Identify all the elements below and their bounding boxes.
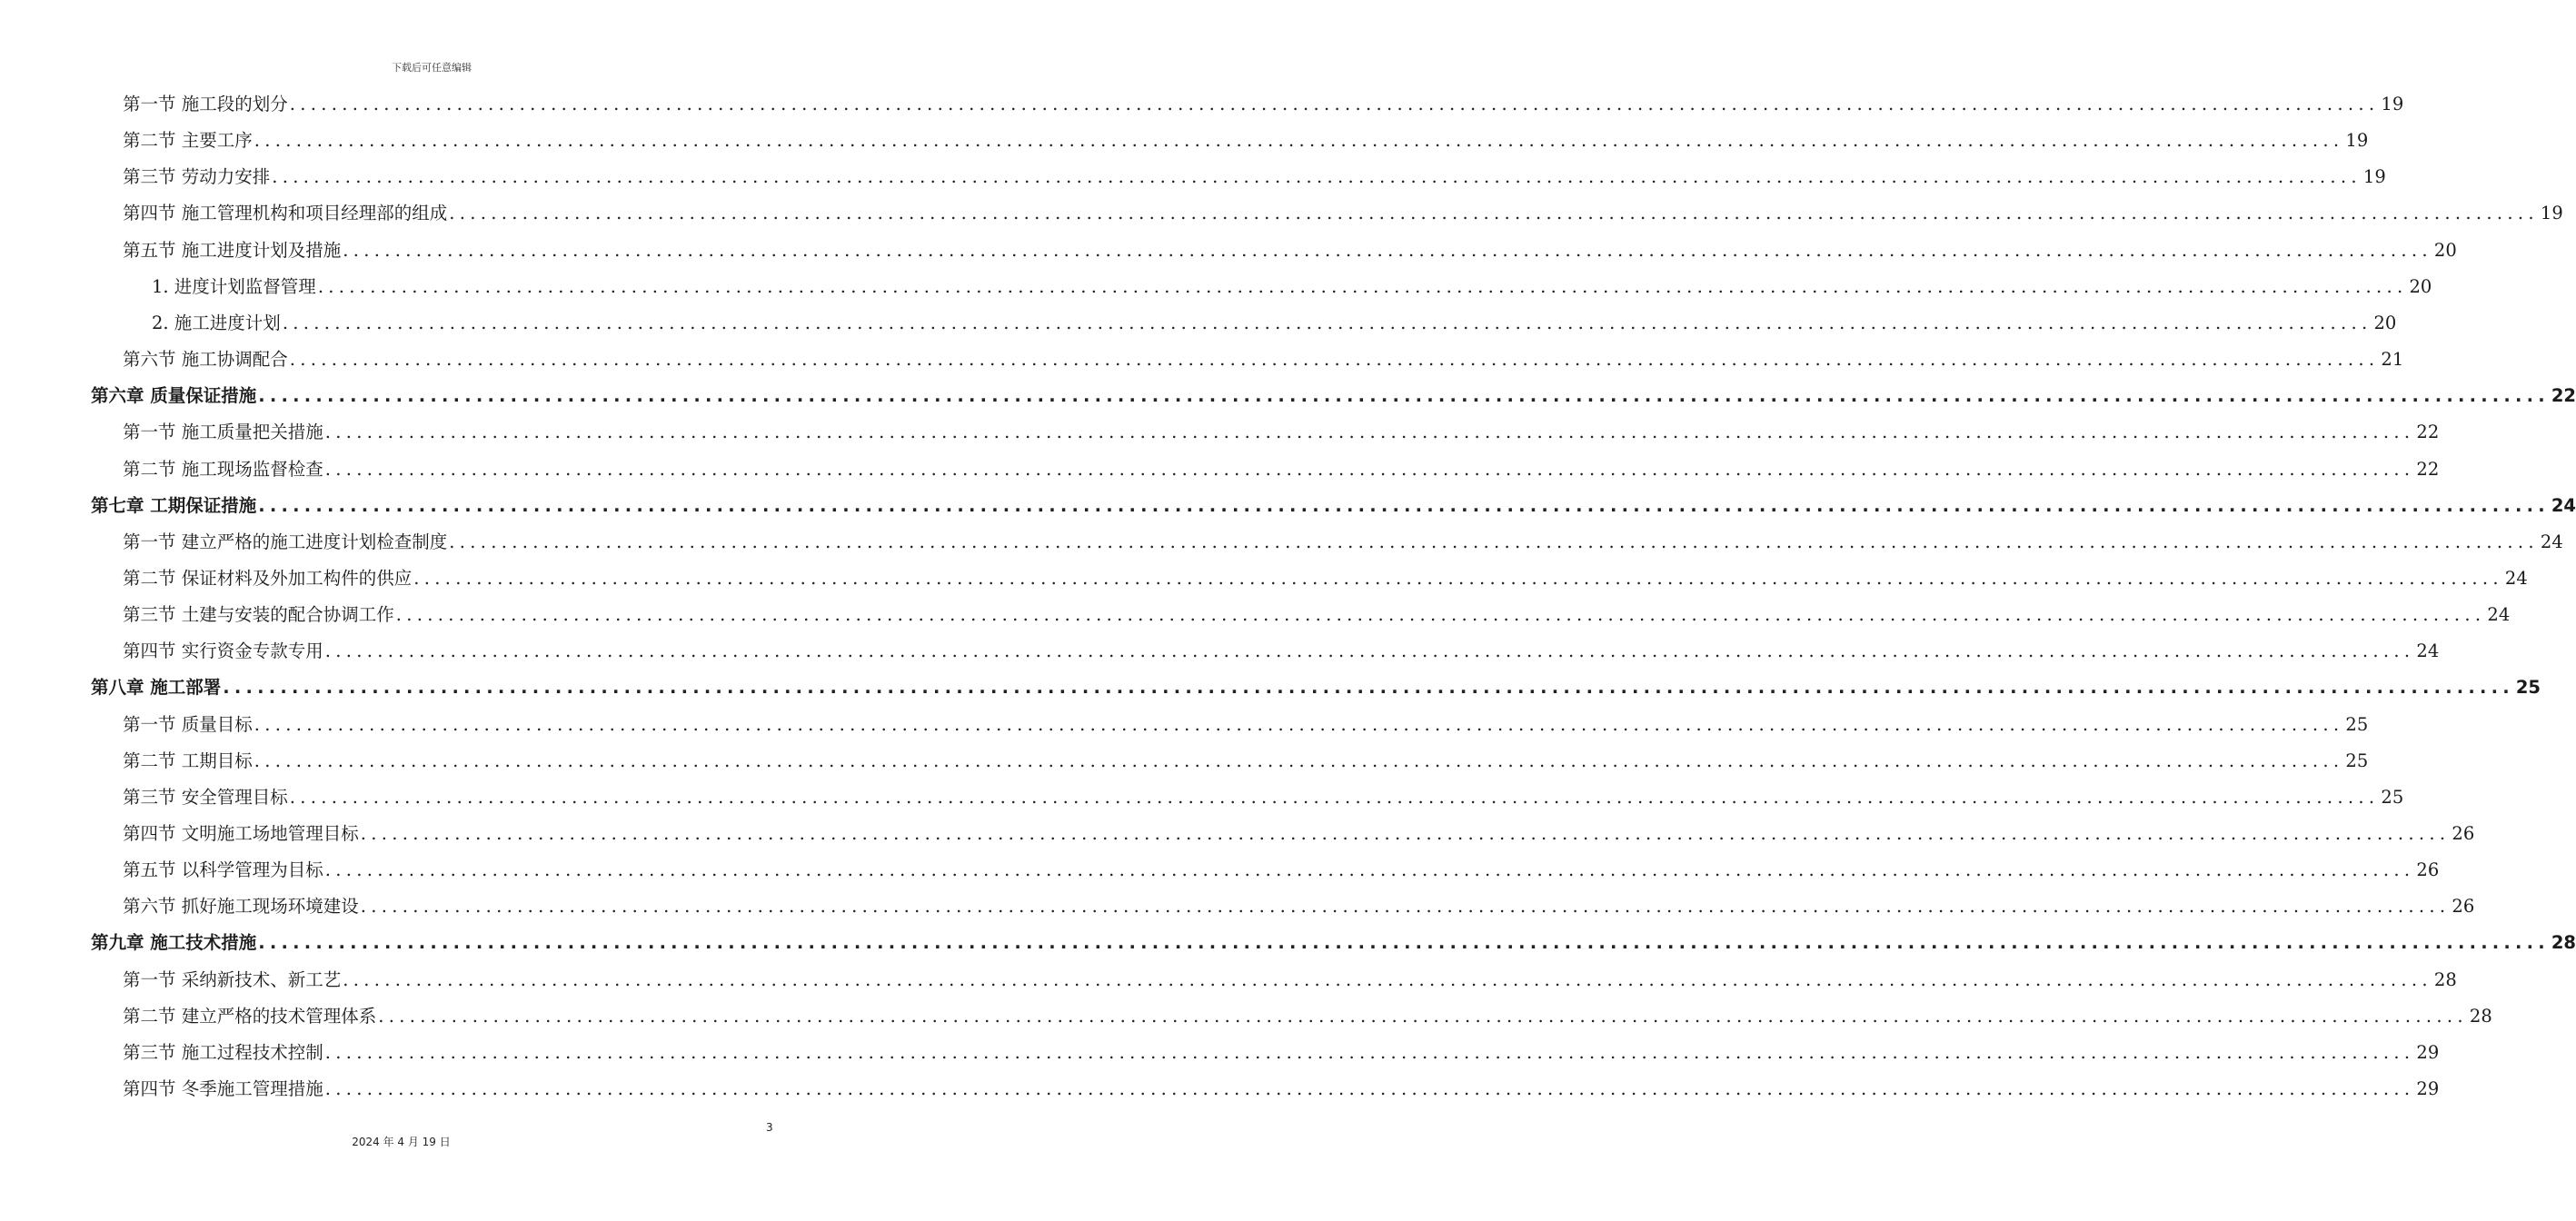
toc-entry-section[interactable]: [123, 779, 2404, 816]
toc-entry-label: 第一节 质量目标: [123, 713, 253, 735]
toc-entry-section[interactable]: [123, 195, 2563, 232]
toc-entry-label: 第八章 施工部署: [91, 677, 222, 699]
toc-entry-page: 25: [2345, 713, 2369, 735]
toc-entry-label: 第二节 保证材料及外加工构件的供应: [123, 567, 413, 589]
toc-entry-section[interactable]: [123, 707, 2369, 743]
toc-entry-section[interactable]: [123, 86, 2404, 123]
toc-entry-label: 第五节 施工进度计划及措施: [123, 239, 342, 261]
toc-entry-section[interactable]: [123, 123, 2369, 159]
toc-entry-page: 24: [2416, 640, 2440, 662]
toc-entry-page: 24: [2487, 604, 2511, 626]
toc-entry-label: 第四节 冬季施工管理措施: [123, 1078, 323, 1100]
toc-entry-label: 第二节 主要工序: [123, 130, 253, 152]
toc-entry-section[interactable]: [123, 233, 2457, 269]
toc-entry-label: 第六节 施工协调配合: [123, 349, 288, 371]
toc-entry-label: 第五节 以科学管理为目标: [123, 859, 323, 881]
toc-leader-dots: ........................................................................................................................................................................................................: [324, 859, 2415, 881]
toc-leader-dots: ........................................................................................................................................................................................................: [413, 567, 2503, 589]
toc-entry-label: 第二节 工期目标: [123, 749, 253, 771]
toc-entry-page: 24: [2551, 494, 2576, 516]
toc-entry-page: 29: [2416, 1078, 2440, 1100]
toc-entry-page: 22: [2416, 422, 2440, 443]
toc-entry-page: 19: [2362, 166, 2386, 188]
toc-entry-label: 第九章 施工技术措施: [91, 932, 257, 954]
toc-leader-dots: ........................................................................................................................................................................................................: [343, 968, 2432, 990]
toc-entry-section[interactable]: [123, 452, 2440, 488]
toc-entry-section[interactable]: [123, 998, 2492, 1035]
toc-leader-dots: ........................................................................................................................................................................................................: [324, 1041, 2415, 1063]
toc-entry-label: 第四节 实行资金专款专用: [123, 640, 323, 662]
toc-entry-item[interactable]: [152, 269, 2432, 305]
toc-entry-section[interactable]: [123, 888, 2475, 925]
toc-leader-dots: ........................................................................................................................................................................................................: [254, 130, 2344, 152]
toc-entry-section[interactable]: [123, 816, 2475, 852]
toc-entry-label: 第四节 施工管理机构和项目经理部的组成: [123, 203, 448, 224]
toc-entry-label: 2. 施工进度计划: [152, 312, 281, 333]
page-number: 3: [766, 1121, 773, 1134]
toc-entry-chapter[interactable]: [91, 925, 2576, 961]
toc-entry-section[interactable]: [123, 414, 2440, 451]
toc-entry-label: 第六章 质量保证措施: [91, 385, 257, 407]
toc-entry-item[interactable]: [152, 305, 2397, 342]
toc-entry-page: 28: [2433, 968, 2457, 990]
toc-entry-page: 19: [2345, 130, 2369, 152]
toc-entry-section[interactable]: [123, 561, 2528, 597]
toc-entry-label: 第三节 土建与安装的配合协调工作: [123, 604, 394, 626]
toc-entry-page: 28: [2469, 1005, 2492, 1027]
toc-leader-dots: ........................................................................................................................................................................................................: [272, 166, 2362, 188]
toc-entry-label: 第三节 劳动力安排: [123, 166, 271, 188]
toc-entry-page: 26: [2416, 859, 2440, 881]
toc-leader-dots: ........................................................................................................................................................................................................: [324, 458, 2415, 480]
toc-entry-chapter[interactable]: [91, 670, 2541, 706]
toc-entry-label: 第一节 施工质量把关措施: [123, 422, 323, 443]
toc-leader-dots: ........................................................................................................................................................................................................: [258, 494, 2550, 516]
toc-leader-dots: ........................................................................................................................................................................................................: [449, 531, 2539, 552]
toc-entry-label: 第三节 安全管理目标: [123, 786, 288, 808]
toc-leader-dots: ........................................................................................................................................................................................................: [378, 1005, 2468, 1027]
toc-leader-dots: ........................................................................................................................................................................................................: [360, 823, 2451, 844]
toc-entry-page: 25: [2345, 749, 2369, 771]
toc-entry-label: 第一节 施工段的划分: [123, 94, 288, 114]
toc-entry-label: 第三节 施工过程技术控制: [123, 1041, 323, 1063]
toc-entry-label: 第二节 建立严格的技术管理体系: [123, 1005, 377, 1027]
toc-leader-dots: ........................................................................................................................................................................................................: [449, 203, 2539, 224]
toc-entry-page: 28: [2551, 932, 2576, 954]
toc-leader-dots: ........................................................................................................................................................................................................: [254, 749, 2344, 771]
toc-entry-section[interactable]: [123, 524, 2563, 561]
toc-leader-dots: ........................................................................................................................................................................................................: [324, 422, 2415, 443]
toc-entry-page: 29: [2416, 1041, 2440, 1063]
toc-leader-dots: ........................................................................................................................................................................................................: [258, 932, 2550, 954]
toc-entry-page: 24: [2504, 567, 2528, 589]
toc-entry-page: 26: [2452, 896, 2475, 918]
toc-entry-section[interactable]: [123, 597, 2511, 633]
toc-entry-page: 19: [2381, 94, 2404, 114]
toc-entry-page: 20: [2433, 239, 2457, 261]
toc-entry-label: 第一节 采纳新技术、新工艺: [123, 968, 342, 990]
toc-entry-label: 第二节 施工现场监督检查: [123, 458, 323, 480]
toc-entry-section[interactable]: [123, 852, 2440, 888]
toc-entry-page: 25: [2381, 786, 2404, 808]
toc-entry-section[interactable]: [123, 743, 2369, 779]
page-footer-date: 2024 年 4 月 19 日: [352, 1136, 451, 1148]
toc-leader-dots: ........................................................................................................................................................................................................: [395, 604, 2486, 626]
toc-entry-page: 20: [2373, 312, 2397, 333]
toc-entry-label: 第七章 工期保证措施: [91, 494, 257, 516]
toc-entry-page: 19: [2540, 203, 2563, 224]
toc-leader-dots: ........................................................................................................................................................................................................: [223, 677, 2514, 699]
toc-entry-page: 25: [2515, 677, 2541, 699]
toc-entry-section[interactable]: [123, 159, 2386, 195]
toc-entry-section[interactable]: [123, 342, 2404, 378]
toc-leader-dots: ........................................................................................................................................................................................................: [254, 713, 2344, 735]
toc-entry-label: 第六节 抓好施工现场环境建设: [123, 896, 359, 918]
toc-leader-dots: ........................................................................................................................................................................................................: [324, 1078, 2415, 1100]
toc-entry-page: 20: [2409, 275, 2432, 297]
toc-entry-page: 26: [2452, 823, 2475, 844]
toc-leader-dots: ........................................................................................................................................................................................................: [258, 385, 2550, 407]
toc-entry-page: 22: [2416, 458, 2440, 480]
toc-entry-label: 1. 进度计划监督管理: [152, 275, 316, 297]
toc-entry-page: 22: [2551, 385, 2576, 407]
toc-leader-dots: ........................................................................................................................................................................................................: [317, 275, 2408, 297]
toc-entry-page: 21: [2381, 349, 2404, 371]
page-header: 下载后可任意编辑: [392, 62, 472, 74]
toc-entry-section[interactable]: [123, 1035, 2440, 1071]
toc-leader-dots: ........................................................................................................................................................................................................: [324, 640, 2415, 662]
toc-leader-dots: ........................................................................................................................................................................................................: [289, 786, 2380, 808]
toc-leader-dots: ........................................................................................................................................................................................................: [360, 896, 2451, 918]
toc-entry-section[interactable]: [123, 1071, 2440, 1107]
toc-entry-chapter[interactable]: [91, 378, 2576, 414]
toc-entry-page: 24: [2540, 531, 2563, 552]
toc-entry-label: 第一节 建立严格的施工进度计划检查制度: [123, 531, 448, 552]
toc-leader-dots: ........................................................................................................................................................................................................: [343, 239, 2432, 261]
toc-entry-chapter[interactable]: [91, 488, 2576, 524]
toc-leader-dots: ........................................................................................................................................................................................................: [289, 94, 2380, 114]
toc-entry-label: 第四节 文明施工场地管理目标: [123, 823, 359, 844]
toc-entry-section[interactable]: [123, 633, 2440, 670]
toc-entry-section[interactable]: [123, 962, 2457, 998]
toc-leader-dots: ........................................................................................................................................................................................................: [282, 312, 2372, 333]
toc-leader-dots: ........................................................................................................................................................................................................: [289, 349, 2380, 371]
